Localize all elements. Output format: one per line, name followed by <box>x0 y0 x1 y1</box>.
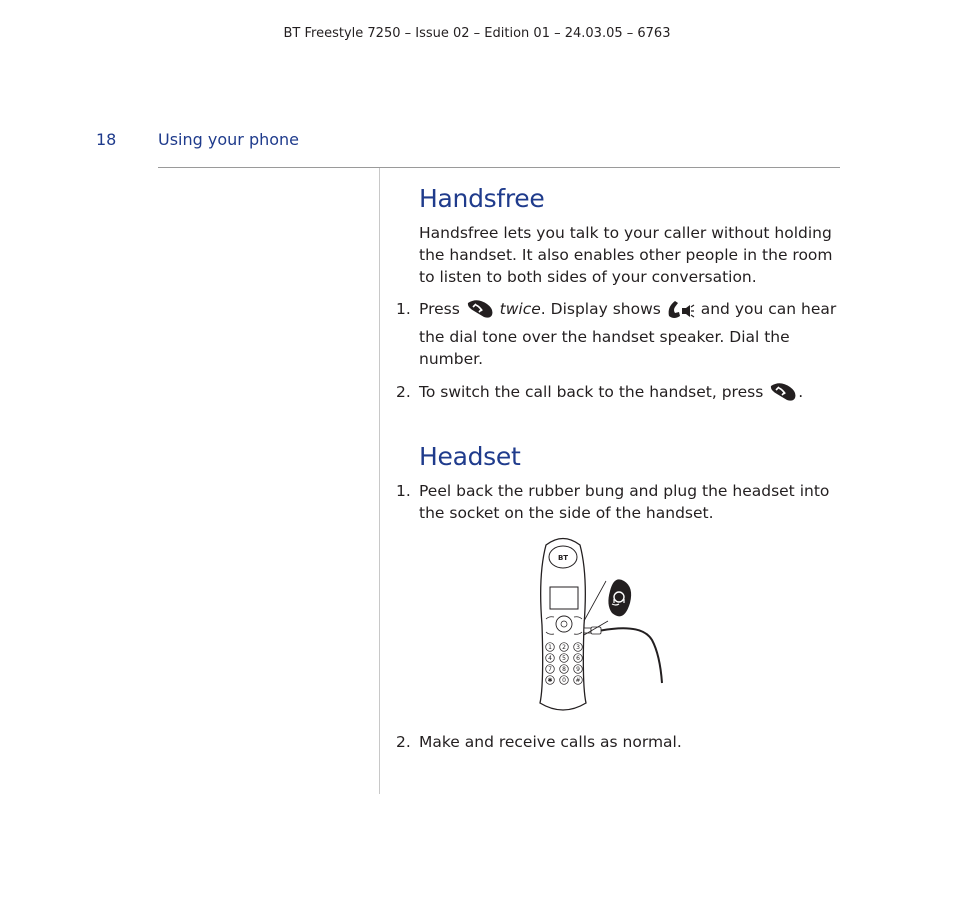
handsfree-steps <box>396 298 842 409</box>
headset-steps <box>396 480 842 524</box>
section-title: Using your phone <box>158 130 300 149</box>
headset-steps-continued <box>396 731 842 753</box>
keypad-key-label: 2 <box>562 644 566 652</box>
bt-logo: BT <box>557 554 569 562</box>
headset-heading: Headset <box>419 442 521 471</box>
handset-drawing <box>524 535 684 713</box>
handsfree-button-icon <box>768 381 798 409</box>
keypad-key-label: 3 <box>576 644 580 652</box>
keypad-key-label: 6 <box>576 655 580 663</box>
handsfree-step-2: 2. To switch the call back to the handset, press . <box>396 381 842 409</box>
keypad-key-label: 9 <box>576 666 580 674</box>
handsfree-intro: Handsfree lets you talk to your caller without holding the handset. It also enables other people in the room to listen to both sides of your conversation. <box>419 224 833 286</box>
keypad-key-label: 7 <box>548 666 552 674</box>
headset-step-1: 1. Peel back the rubber bung and plug the headset into the socket on the side of the handset. <box>396 482 830 522</box>
handsfree-heading: Handsfree <box>419 184 545 213</box>
column-divider <box>379 168 380 794</box>
keypad-key-label: 0 <box>562 677 566 685</box>
header-rule <box>158 167 840 168</box>
handset-headset-illustration <box>396 535 842 719</box>
main-content <box>396 184 842 764</box>
keypad-key-label: 8 <box>562 666 566 674</box>
handsfree-step-1: 1. Press twice. Display shows and you can hear the dial tone over the handset speaker. Dial the number. <box>396 300 837 368</box>
keypad-key-label: 4 <box>548 655 552 663</box>
document-id: BT Freestyle 7250 – Issue 02 – Edition 01 – 24.03.05 – 6763 <box>283 26 671 41</box>
keypad-key-label: 5 <box>562 655 566 663</box>
handsfree-button-icon <box>465 298 495 326</box>
keypad-key-label: # <box>575 677 581 685</box>
page-number: 18 <box>96 130 117 149</box>
keypad-key-label: 1 <box>548 644 552 652</box>
keypad-key-label: ✱ <box>547 677 553 685</box>
headset-step-2: 2. Make and receive calls as normal. <box>396 733 682 751</box>
handsfree-display-icon <box>666 298 696 326</box>
